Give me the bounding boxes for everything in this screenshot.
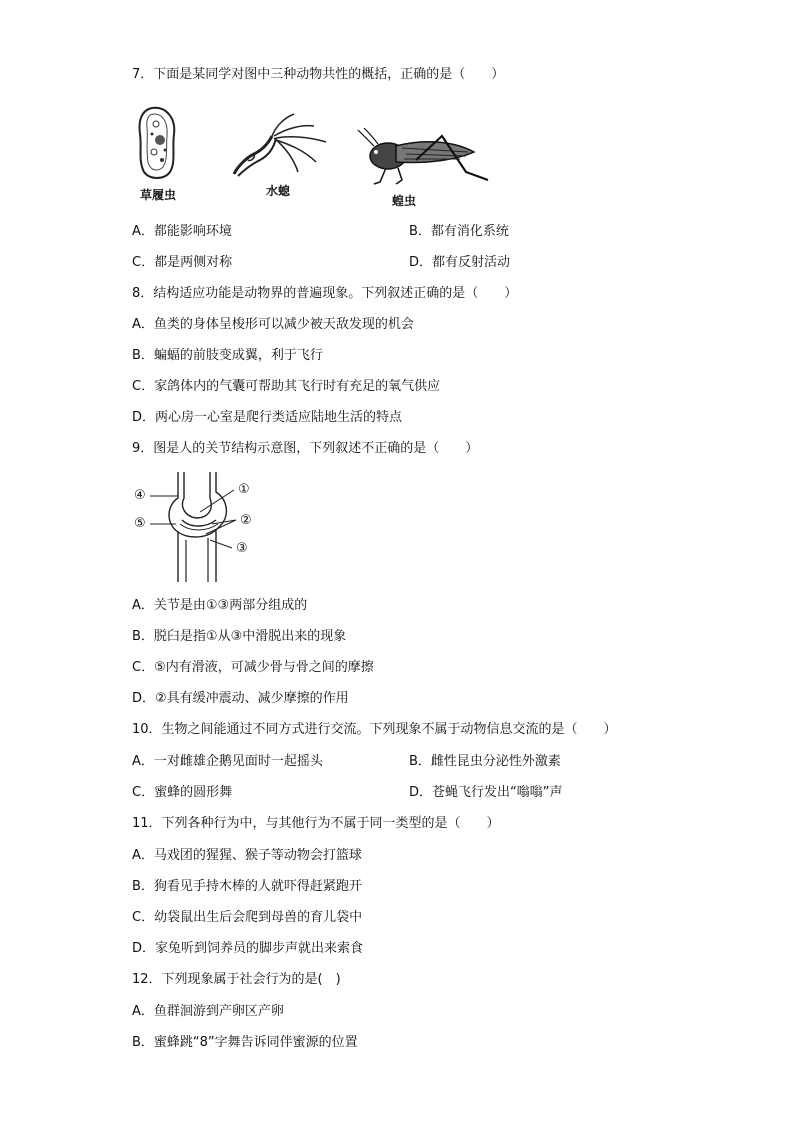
question-9-option-c: C．⑤内有滑液，可减少骨与骨之间的摩擦 [132,660,374,675]
joint-label-5: ⑤ [134,516,146,531]
question-10-option-a: A．一对雌雄企鹅见面时一起摇头 [132,754,323,769]
question-10-option-d: D．苍蝇飞行发出“嗡嗡”声 [409,785,563,800]
question-11-option-c: C．幼袋鼠出生后会爬到母兽的育儿袋中 [132,910,363,925]
question-7-option-d: D．都有反射活动 [409,255,511,270]
grasshopper-caption: 蝗虫 [392,194,417,208]
question-11-option-d: D．家兔听到饲养员的脚步声就出来索食 [132,941,364,956]
question-9-option-a: A．关节是由①③两部分组成的 [132,598,308,613]
question-10-option-b: B．雌性昆虫分泌性外激素 [409,754,561,769]
paramecium-caption: 草履虫 [140,188,177,202]
question-11-option-b: B．狗看见手持木棒的人就吓得赶紧跑开 [132,879,362,894]
question-9-option-d: D．②具有缓冲震动、减少摩擦的作用 [132,691,349,706]
joint-label-2: ② [240,513,252,528]
question-12-option-a: A．鱼群洄游到产卵区产卵 [132,1004,284,1019]
question-7-stem: 7．下面是某同学对图中三种动物共性的概括，正确的是（ ） [132,67,505,82]
question-12-option-b: B．蜜蜂跳“8”字舞告诉同伴蜜源的位置 [132,1035,358,1050]
hydra-icon [228,108,332,180]
question-11-option-a: A．马戏团的猩猩、猴子等动物会打篮球 [132,848,362,863]
grasshopper-icon [356,128,492,188]
question-8-option-c: C．家鸽体内的气囊可帮助其飞行时有充足的氧气供应 [132,379,441,394]
question-8-stem: 8．结构适应功能是动物界的普遍现象。下列叙述正确的是（ ） [132,286,518,301]
question-11-stem: 11．下列各种行为中，与其他行为不属于同一类型的是（ ） [132,816,500,831]
question-8-option-a: A．鱼类的身体呈梭形可以减少被天敌发现的机会 [132,317,414,332]
question-9-option-b: B．脱臼是指①从③中滑脱出来的现象 [132,629,347,644]
question-12-stem: 12．下列现象属于社会行为的是( ) [132,972,341,987]
joint-label-4: ④ [134,488,146,503]
question-10-option-c: C．蜜蜂的圆形舞 [132,785,233,800]
question-8-option-d: D．两心房一心室是爬行类适应陆地生活的特点 [132,410,403,425]
joint-label-3: ③ [236,541,248,556]
question-7-option-c: C．都是两侧对称 [132,255,233,270]
question-7-option-b: B．都有消化系统 [409,224,509,239]
paramecium-icon [132,104,184,182]
question-9-stem: 9．图是人的关节结构示意图，下列叙述不正确的是（ ） [132,441,479,456]
hydra-caption: 水螅 [266,184,291,198]
joint-label-1: ① [238,482,250,497]
question-7-option-a: A．都能影响环境 [132,224,232,239]
question-8-option-b: B．蝙蝠的前肢变成翼，利于飞行 [132,348,323,363]
question-10-stem: 10．生物之间能通过不同方式进行交流。下列现象不属于动物信息交流的是（ ） [132,722,617,737]
